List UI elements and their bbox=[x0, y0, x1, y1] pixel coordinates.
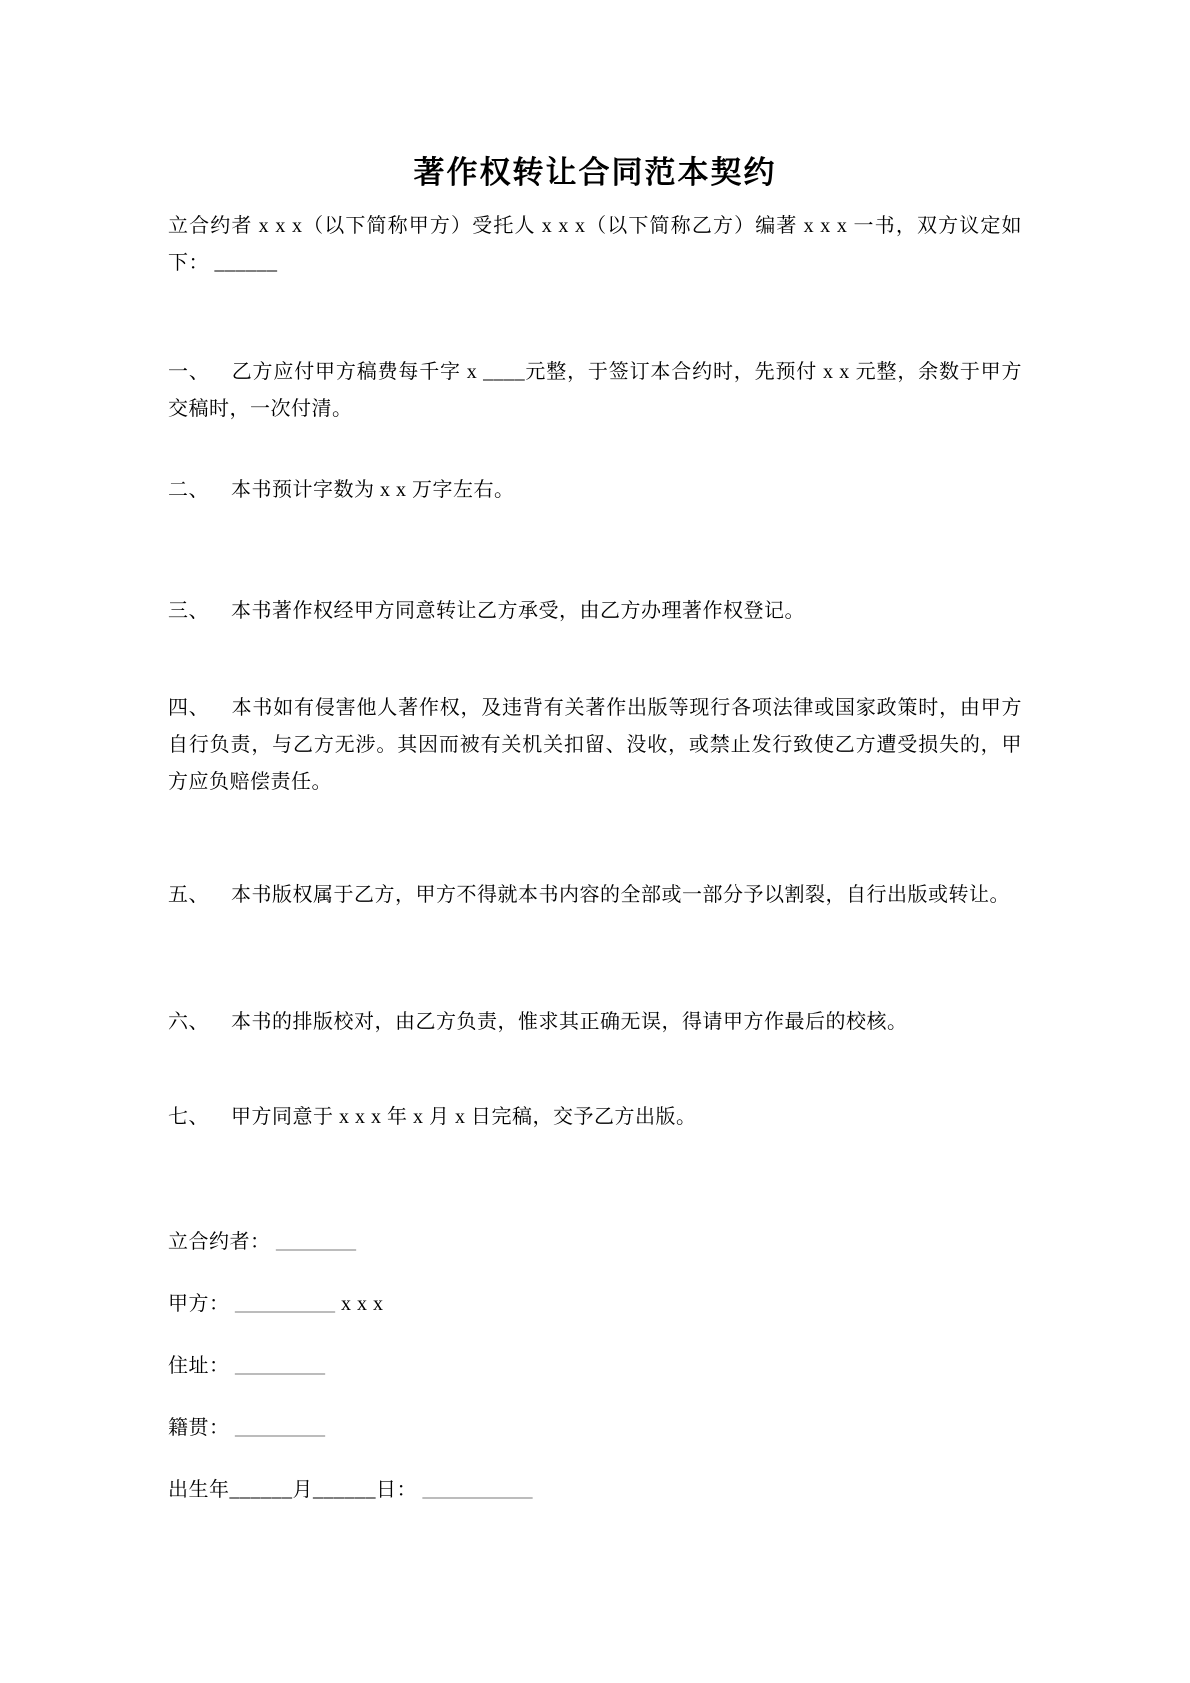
birth-year-blank: ______ bbox=[229, 1479, 293, 1501]
signature-native-place-line bbox=[168, 1410, 1022, 1447]
birth-year-label: 出生年 bbox=[168, 1479, 230, 1501]
clause-3 bbox=[168, 593, 1022, 630]
party-a-label: 甲方： bbox=[168, 1293, 230, 1315]
clause-4-text: 本书如有侵害他人著作权，及违背有关著作出版等现行各项法律或国家政策时，由甲方自行负责，与乙方无涉。其因而被有关机关扣留、没收，或禁止发行致使乙方遭受损失的，甲方应负赔偿责任。 bbox=[168, 697, 1023, 793]
clause-7-text: 甲方同意于 x x x 年 x 月 x 日完稿，交予乙方出版。 bbox=[231, 1106, 697, 1128]
party-a-blank: __________ bbox=[235, 1293, 335, 1315]
clause-5 bbox=[168, 877, 1022, 914]
party-a-value: x x x bbox=[341, 1293, 384, 1315]
clause-7-number: 七、 bbox=[168, 1106, 209, 1128]
clause-4-number: 四、 bbox=[168, 697, 210, 719]
clause-6-text: 本书的排版校对，由乙方负责，惟求其正确无误，得请甲方作最后的校核。 bbox=[231, 1011, 908, 1033]
clause-1-number: 一、 bbox=[168, 361, 210, 383]
clause-6 bbox=[168, 1004, 1022, 1041]
clause-7 bbox=[168, 1099, 1022, 1136]
clause-5-text: 本书版权属于乙方，甲方不得就本书内容的全部或一部分予以割裂，自行出版或转让。 bbox=[231, 884, 1010, 906]
birth-day-label: 日： bbox=[376, 1479, 417, 1501]
clause-2 bbox=[168, 472, 1022, 509]
clause-1 bbox=[168, 354, 1022, 428]
signature-address-line bbox=[168, 1348, 1022, 1385]
birth-day-blank: ___________ bbox=[422, 1479, 533, 1501]
signature-birthdate-line bbox=[168, 1472, 1022, 1509]
clause-2-text: 本书预计字数为 x x 万字左右。 bbox=[231, 479, 515, 501]
contractor-label: 立合约者： bbox=[168, 1231, 271, 1253]
clause-2-number: 二、 bbox=[168, 479, 209, 501]
page-title: 著作权转让合同范本契约 bbox=[413, 155, 777, 191]
address-label: 住址： bbox=[168, 1355, 230, 1377]
address-blank: _________ bbox=[235, 1355, 325, 1377]
signature-party-a-line bbox=[168, 1286, 1022, 1323]
birth-month-label: 月 bbox=[292, 1479, 313, 1501]
birth-month-blank: ______ bbox=[313, 1479, 376, 1501]
clause-5-number: 五、 bbox=[168, 884, 209, 906]
clause-6-number: 六、 bbox=[168, 1011, 209, 1033]
intro-paragraph: 立合约者 x x x（以下简称甲方）受托人 x x x（以下简称乙方）编著 x x x 一书，双方议定如下： ______ bbox=[168, 215, 1022, 274]
contractor-blank: ________ bbox=[276, 1231, 356, 1253]
clause-3-text: 本书著作权经甲方同意转让乙方承受，由乙方办理著作权登记。 bbox=[231, 600, 805, 622]
clause-4 bbox=[168, 690, 1022, 801]
native-place-blank: _________ bbox=[235, 1417, 325, 1439]
signature-contractor-line bbox=[168, 1224, 1022, 1261]
native-place-label: 籍贯： bbox=[168, 1417, 230, 1439]
clause-3-number: 三、 bbox=[168, 600, 209, 622]
clause-1-text: 乙方应付甲方稿费每千字 x ____元整，于签订本合约时，先预付 x x 元整，余数于甲方交稿时，一次付清。 bbox=[168, 361, 1023, 420]
